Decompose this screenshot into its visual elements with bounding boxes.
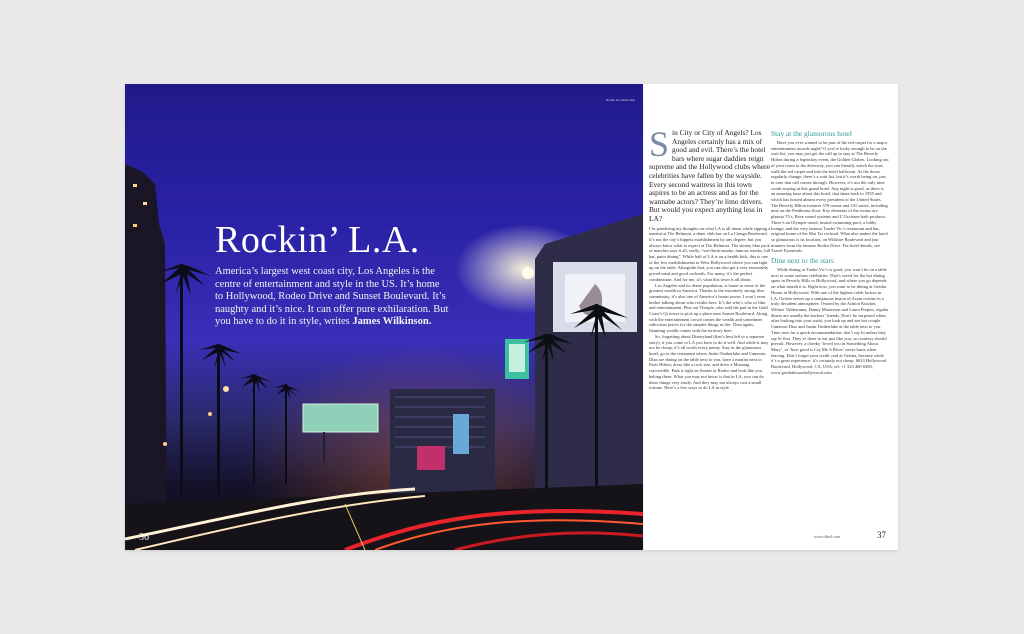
body-column-1 — [649, 124, 771, 391]
standfirst-text: America’s largest west coast city, Los Angeles is the centre of entertainment and style in the US. It’s home to Hollywood, Rodeo Drive and Sunset Boulevard. It’s naughty and it’s nice. It can offer pure exhilaration. But you have to do it in style, writes — [215, 266, 449, 327]
section-heading-hotel: Stay at the glamorous hotel — [771, 129, 852, 138]
intro-text: in City or City of Angels? Los Angeles certainly has a mix of good and evil. There’s the hotel bars where sugar daddies reign supreme and the Hollywood clubs where celebrities have fallen by the wayside. Every second waitress in this town aspires to be an actress and as for the wannabe actors? They’re limo drivers. But would you expect anything less in LA? — [649, 128, 770, 223]
intro-paragraph — [649, 124, 771, 224]
body-paragraph-dine: While dining at Trader Vic’s is good, you won’t be on a table next to some serious celebrities. That’s saved for the hot dining spots in Beverly Hills or Hollywood, and where you go depends on what month it is. Right now, you want to be dining at Geisha House in Hollywood. With one of the highest celeb factors in LA, Geisha serves up a sumptuous fusion of Asian cuisine in a truly decadent atmosphere. Owned by the Ashton Kutcher, Wilmer Valderrama, Danny Masterson and Laura Prepon, regular diners are usually the backers’ friends. Don’t be surprised when, after looking into your sushi, you look up and see hot couple Cameron Diaz and Justin Timberlake at the table next to you. Time now for a quick recommendation: don’t say hi unless they say hi first. They’re there to eat just like you, so courtesy should prevail. However, a cheeky ‘loved you in Something About Mary’, or ‘how good is Cry Me A River’ never hurts when leaving. Don’t forget your credit card at Geisha, because while it’s a great experience, it’s certainly not cheap. 6633 Hollywood Boulevard, Hollywood, CA, USA, tel: +1 323 460 6300, www.geishahousehollywood.com — [771, 267, 889, 375]
body-column-2 — [771, 129, 889, 375]
article-title: Rockin’ L.A. — [215, 219, 420, 261]
drop-cap: S — [649, 124, 670, 164]
article-standfirst — [215, 266, 450, 329]
body-paragraph: So, forgetting about Disneyland (that’s best left to a separate story), if you come to LA you have to do it well. And while it may not be cheap, it’s all worth every penny. Stay in the glamorous hotel, go to the restaurant where Justin Timberlake and Cameron Diaz are dining on the table next to you, have a martini next to Paris Hilton; dress like a rock star; and drive a Mustang convertible. Park it right on Sunset or Rodeo and look like you belong there. What you may not know is that in LA, you can do these things very easily. And they may not always cost a small fortune. Here’s a few ways to do LA in style. — [649, 333, 769, 391]
author-byline: James Wilkinson. — [352, 316, 432, 327]
magazine-spread — [125, 84, 898, 550]
page-number-left: 36 — [139, 532, 149, 543]
hero-photo-sunset-strip — [125, 84, 643, 550]
running-head: Rockin' the Sunset Strip — [606, 98, 635, 102]
article-headline-block — [215, 218, 515, 329]
body-paragraph: I’m pondering my thoughts on what LA is all about while sipping a martini at The Belmont, a diner club bar on La Cienga Boulevard. It’s not the city’s hippest establishment by any degree, but you always know what to expect at The Belmont. The skinny blue pack of matches says it all, really, “see-drink-smoke, famous snacks, full bar, patio dining”. While half of LA is on a health kick, this is one of the few establishments in West Hollywood where you can light up on the table. Alongside that, you can also get a very reasonably priced meal and good cocktails. For many, it’s the perfect combination. And for me, it’s what this town is all about. — [649, 225, 771, 282]
footer-url: www.fdtrvl.com — [814, 534, 841, 539]
page-number-right: 37 — [877, 530, 886, 540]
section-heading-dine: Dine next to the stars — [771, 256, 834, 266]
body-paragraph-hotel: Have you ever wanted to be part of the red carpet for a major entertainment awards night? If you’re lucky enough to be on the wait list, you may just get the call up to stay at The Beverly Hilton during a legendary event, the Golden Globes. Looking out of your room to the driveway, you can literally watch the stars walk the red carpet and into the hotel ballroom. As the doors regularly change, there’s a wait list, but it’s worth being on, just in case that call comes through. However, it’s not the only time worth staying at this grand hotel. Any night is good, as there is an amazing buzz about this hotel, that dates back to 1955 and which has hosted almost every president of the United States. The Beverly Hilton features 570 rooms and 101 suites, including nine on the Penthouse floor. Key elements of the rooms are plasma TVs, Bose sound systems and L’Occitane bath products. There’s an Olympic-sized, heated swimming pool; a lobby lounge; and the very famous Trader Vic’s restaurant and bar, original home of the Mai Tai cocktail. What also makes the hotel so glamorous is its location, on Wilshire Boulevard and just minutes from the famous Rodeo Drive. For hotel details, see Travel Essentials. — [771, 140, 889, 254]
page-gutter — [643, 84, 644, 550]
body-paragraph: Los Angeles and its dense population, is home to some of the greatest wealth in America. Thanks to the extremely strong film community, it’s also one of America’s boom towns. I won’t even bother talking about who resides here. It’s the who’s who of film and entertainment. Plus our Thespie, who sold his pad in the Gold Coast’s Qi tower to pick up a place near Sunset Boulevard. Along with the entertainment crowd comes the wealth and sometimes ridiculous prices for the simpler things in life. Then again, flaunting wealth comes with the territory here. — [649, 282, 768, 334]
